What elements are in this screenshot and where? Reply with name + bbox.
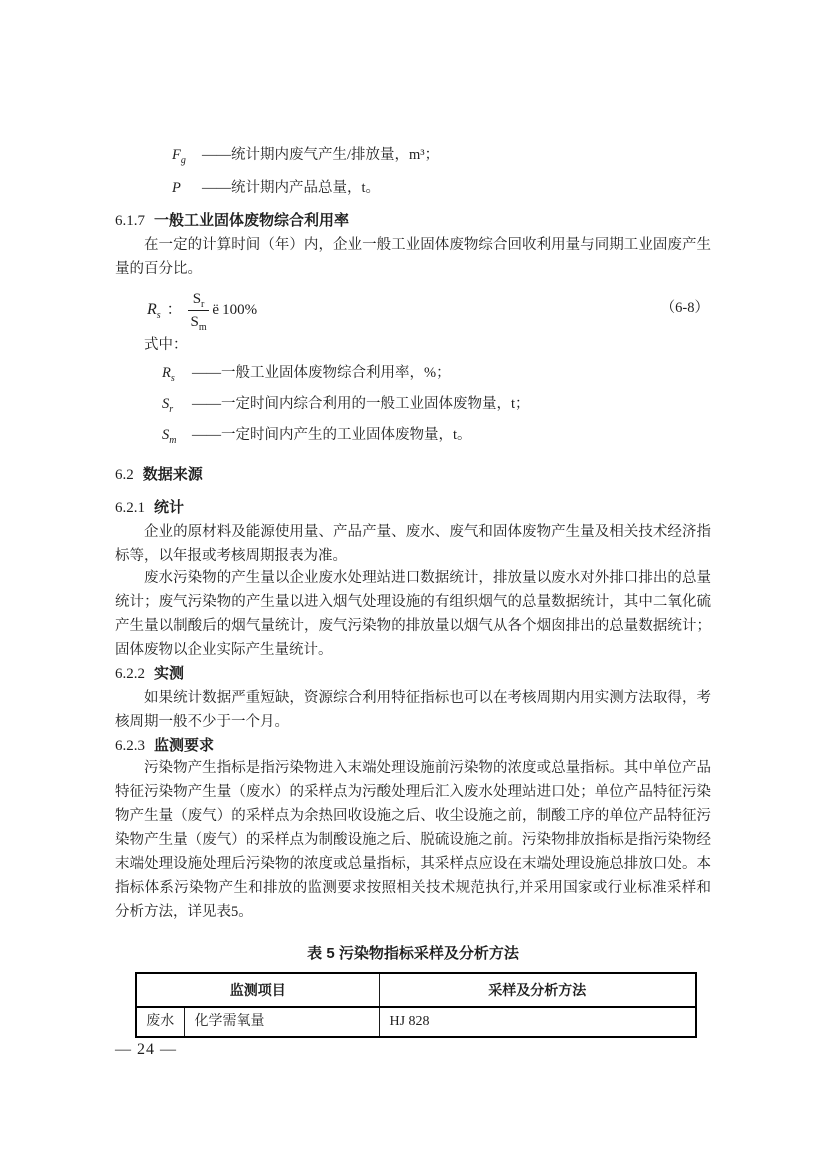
- definition-p-text: ——统计期内产品总量，t。: [202, 180, 381, 196]
- section-number: 6.2.1: [115, 500, 145, 516]
- table-header-row: [136, 973, 696, 1007]
- formula-6-8: [115, 287, 711, 333]
- symbol-sr: $S_r$: [162, 396, 174, 415]
- term-rs: [115, 361, 711, 385]
- definition-p: [115, 176, 711, 200]
- paragraph-statistics-2: 废水污染物的产生量以企业废水处理站进口数据统计，排放量以废水对外排口排出的总量统计；废气污染物的产生量以进入烟气处理设施的有组织烟气的总量数据统计，其中二氧化硫产生量以制酸后的烟气量统计，废气污染物的排放量以烟气从各个烟囱排出的总量数据统计；固体废物以企业实际产生量统计。: [115, 570, 711, 658]
- paragraph-monitoring-requirements: 污染物产生指标是指污染物进入末端处理设施前污染物的浓度或总量指标。其中单位产品特征污染物产生量（废水）的采样点为污酸处理后汇入废水处理站进口处；单位产品特征污染物产生量（废气）的采样点为余热回收设施之后、收尘设施之前，制酸工序的单位产品特征污染物产生量（废气）的采样点为制酸设施之后、脱硫设施之前。污染物排放指标是指污染物经末端处理设施处理后污染物的浓度或总量指标，其采样点应设在末端处理设施总排放口处。本指标体系污染物产生和排放的监测要求按照相关技术规范执行,并采用国家或行业标准采样和分析方法，详见表5。: [115, 760, 711, 920]
- formula-relation: ：: [166, 302, 182, 318]
- table-header-sampling-method: 采样及分析方法: [379, 973, 696, 1007]
- paragraph-6-1-7: 在一定的计算时间（年）内，企业一般工业固体废物综合回收利用量与同期工业固废产生量的百分比。: [115, 237, 711, 277]
- formula-numerator: $S_r$: [188, 289, 210, 311]
- term-sm: [115, 423, 711, 447]
- section-heading-6-1-7: [115, 209, 711, 233]
- section-heading-6-2: [115, 463, 711, 487]
- page-content: [115, 0, 711, 1038]
- term-rs-text: ——一般工业固体废物综合利用率，%；: [192, 365, 451, 381]
- table-row: [136, 1007, 696, 1037]
- symbol-fg: $F_g$: [172, 147, 186, 166]
- paragraph-measurement: 如果统计数据严重短缺，资源综合利用特征指标也可以在考核周期内用实测方法取得，考核周期一般不少于一个月。: [115, 690, 711, 730]
- term-sr: [115, 392, 711, 416]
- section-number: 6.2: [115, 467, 134, 483]
- section-title: 一般工业固体废物综合利用率: [154, 212, 350, 229]
- table-header-monitoring-item: 监测项目: [136, 973, 379, 1007]
- formula-expression: [147, 289, 257, 332]
- page-number: — 24 —: [115, 1041, 177, 1058]
- section-title: 统计: [154, 499, 185, 516]
- definition-fg: [115, 143, 711, 167]
- table-5-caption: 表 5 污染物指标采样及分析方法: [307, 945, 519, 962]
- formula-rhs: 100%: [222, 302, 258, 318]
- paragraph-statistics-1: 企业的原材料及能源使用量、产品产量、废水、废气和固体废物产生量及相关技术经济指标等，以年报或考核周期报表为准。: [115, 524, 711, 564]
- section-title: 监测要求: [154, 737, 215, 754]
- term-list: [115, 361, 711, 447]
- formula-denominator: $S_m$: [190, 313, 207, 333]
- cell-item: 化学需氧量: [184, 1007, 379, 1037]
- formula-operator: ë: [212, 302, 220, 318]
- cell-category: 废水: [136, 1007, 184, 1037]
- section-title: 实测: [154, 665, 185, 682]
- section-heading-6-2-2: [115, 662, 711, 686]
- formula-lhs: $R_s$: [147, 301, 161, 322]
- where-label: 式中：: [144, 337, 188, 353]
- formula-fraction: [188, 289, 210, 332]
- section-number: 6.2.3: [115, 738, 145, 754]
- term-sr-text: ——一定时间内综合利用的一般工业固体废物量，t；: [192, 396, 530, 412]
- section-number: 6.1.7: [115, 213, 145, 229]
- symbol-rs: $R_s$: [162, 365, 175, 384]
- section-number: 6.2.2: [115, 666, 145, 682]
- section-title: 数据来源: [142, 466, 203, 483]
- table-5: [135, 972, 697, 1038]
- definition-fg-text: ——统计期内废气产生/排放量，m³；: [202, 147, 440, 163]
- equation-number: （6-8）: [660, 300, 709, 317]
- symbol-sm: $S_m$: [162, 427, 177, 446]
- term-sm-text: ——一定时间内产生的工业固体废物量，t。: [192, 427, 472, 443]
- cell-method: HJ 828: [379, 1007, 696, 1037]
- section-heading-6-2-1: [115, 496, 711, 520]
- symbol-p: P: [172, 180, 181, 196]
- section-heading-6-2-3: [115, 734, 711, 758]
